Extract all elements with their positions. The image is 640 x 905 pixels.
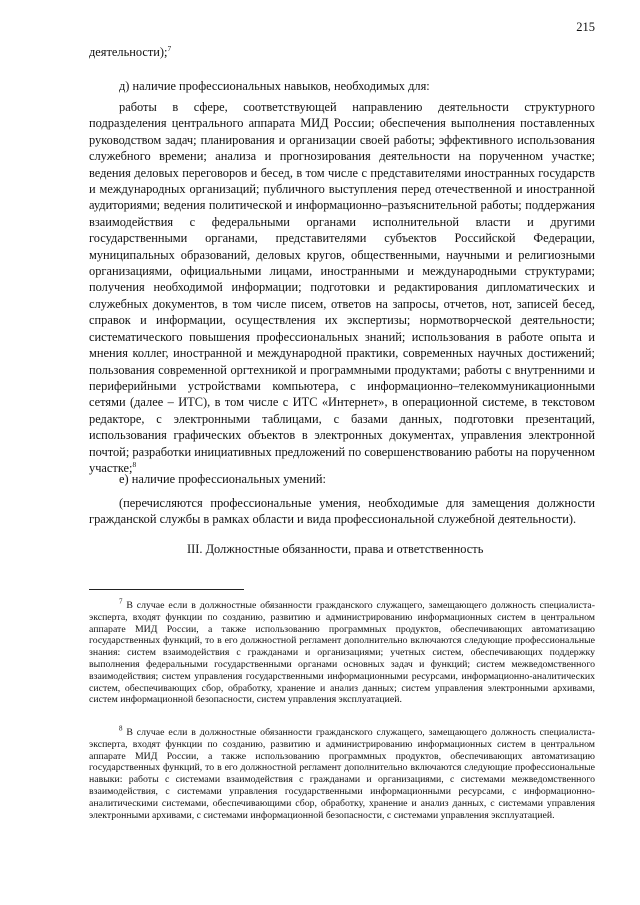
- footnote-ref-8: 8: [132, 459, 137, 469]
- footnote-text: В случае если в должностные обязанности гражданского служащего, замещающего должность специалиста-эксперта, входят функции по созданию, развитию и администрированию информационных систем в центральном аппарате МИД России, а также использованию программных продуктов, обеспечивающих автоматизацию государственных функций, то в его должностной регламент дополнительно включаются следующие профессиональные навыки: работы с системами взаимодействия с гражданами и организациями, с системами межведомственного взаимодействия, с системами управления государственными информационными ресурсами, с информационно-аналитическими системами, обеспечивающими сбор, обработку, хранение и анализ данных, с системами управления электронными архивами, с системами информационной безопасности, с системами управления эксплуатацией.: [89, 727, 596, 821]
- continuation-text: деятельности);: [89, 45, 168, 59]
- section-heading: III. Должностные обязанности, права и ответственность: [187, 542, 484, 556]
- skills-text: работы в сфере, соответствующей направлению деятельности структурного подразделения центрального аппарата МИД России; обеспечения выполнения поставленных руководством задач; планирования и организации своей работы; эффективного использования служебного времени; анализа и прогнозирования деятельности на порученном участке; ведения деловых переговоров и бесед, в том числе с представителями иностранных государств и международных организаций; публичного выступления перед отечественной и иностранной аудиториями; ведения политической и информационно–разъяснительной работы; поддержания взаимодействия с федеральными органами исполнительной власти и другими государственными органами, представителями субъектов Российской Федерации, муниципальных образований, деловых кругов, общественными, научными и религиозными организациями, официальными лицами, иностранными и международными структурами; получения необходимой информации; подготовки и редактирования дипломатических и служебных документов, в том числе писем, ответов на запросы, отчетов, нот, записей бесед, справок и информации, осуществления их экспертизы; нормотворческой деятельности; систематического повышения профессиональных знаний; использования в работе опыта и мнения коллег, иностранной и международной практики, современных научных достижений; пользования современной оргтехникой и программными продуктами; работы с внутренними и периферийными устройствами компьютера, с информационно–телекоммуникационными сетями (далее – ИТС), в том числе с ИТС «Интернет», в операционной системе, в текстовом редакторе, с электронными таблицами, с базами данных, подготовки презентаций, использования графических объектов в электронных документах, управления электронной почтой; разработки инициативных предложений по совершенствованию работы на порученном участке;: [89, 100, 595, 475]
- page-number: 215: [576, 20, 595, 34]
- footnote-mark: 7: [119, 597, 123, 606]
- footnote-ref-7: 7: [167, 43, 172, 53]
- item-d-heading: [89, 78, 595, 94]
- abilities-text: (перечисляются профессиональные умения, необходимые для замещения должности гражданской службы в рамках области и вида профессиональной служебной деятельности).: [89, 496, 595, 527]
- footnote-8: [89, 724, 596, 821]
- skills-paragraph: [89, 99, 595, 476]
- item-e-heading: [89, 471, 595, 487]
- abilities-paragraph: [89, 495, 595, 528]
- continuation-line: [89, 44, 595, 60]
- footnote-mark: 8: [119, 724, 123, 733]
- footnote-divider: [89, 589, 244, 590]
- item-d-text: д) наличие профессиональных навыков, необходимых для:: [119, 79, 430, 93]
- footnote-text: В случае если в должностные обязанности гражданского служащего, замещающего должность специалиста-эксперта, входят функции по созданию, развитию и администрированию информационных систем в центральном аппарате МИД России, а также использованию программных продуктов, обеспечивающих автоматизацию государственных функций, то в его должностной регламент дополнительно включаются следующие профессиональные знания: систем взаимодействия с гражданами и организациями; учетных систем, обеспечивающих поддержку выполнения федеральными государственными органами основных задач и функций; систем межведомственного взаимодействия; систем управления государственными информационными ресурсами, информационно-аналитических систем, обеспечивающих сбор, обработку, хранение и анализ данных; систем управления электронными архивами, систем информационной безопасности, систем управления эксплуатацией.: [89, 600, 596, 706]
- item-e-text: е) наличие профессиональных умений:: [119, 472, 326, 486]
- footnote-7: [89, 597, 596, 706]
